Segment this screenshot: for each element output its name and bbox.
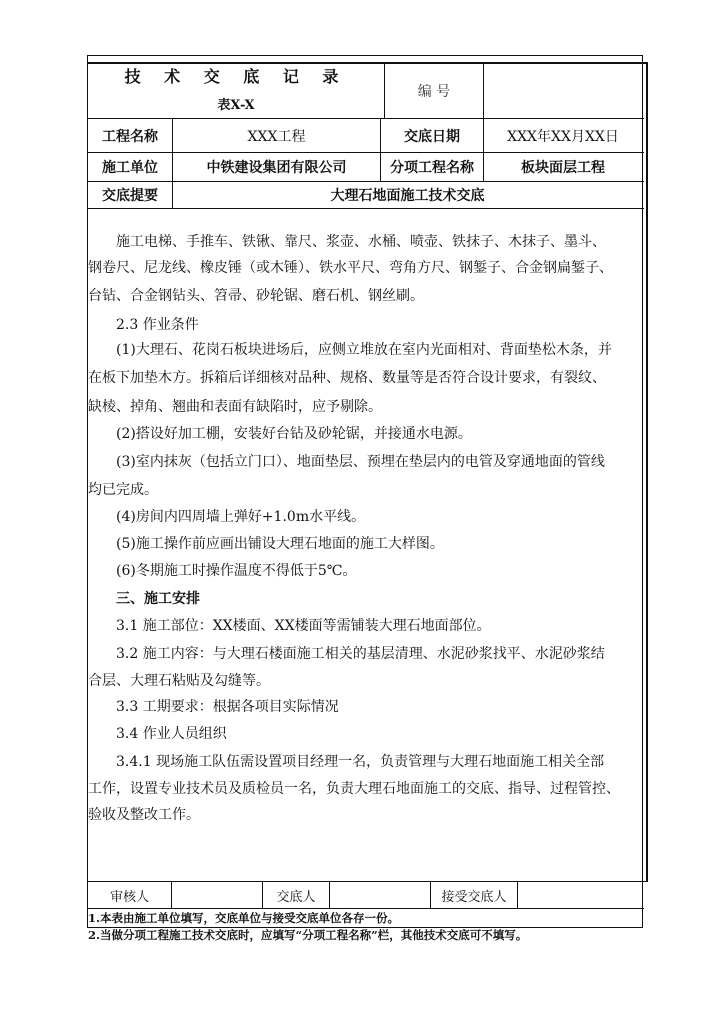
body-line: 验收及整改工作。 — [88, 807, 200, 823]
presenter-value — [330, 882, 430, 908]
date-value: XXX年XX月XX日 — [507, 128, 619, 145]
body-line: 3.4.1 现场施工队伍需设置项目经理一名，负责管理与大理石地面施工相关全部 — [88, 754, 605, 770]
receiver-value — [518, 882, 642, 908]
project-name-value: XXX工程 — [247, 128, 306, 145]
row-line-4 — [88, 208, 644, 209]
unit-value: 中铁建设集团有限公司 — [206, 160, 347, 176]
receiver-label: 接受交底人 — [441, 889, 507, 905]
body-line: 台钻、合金钢钻头、笤帚、砂轮锯、磨石机、钢丝刷。 — [88, 288, 424, 304]
note-1: 1.本表由施工单位填写，交底单位与接受交底单位各存一份。 — [88, 911, 400, 925]
body-line: (1)大理石、花岗石板块进场后，应侧立堆放在室内光面相对、背面垫松木条，并 — [88, 342, 612, 358]
form-number: 表X-X — [217, 97, 255, 113]
frame-top-thin — [87, 55, 643, 56]
body-line: 工作，设置专业技术员及质检员一名，负责大理石地面施工的交底、指导、过程管控、 — [88, 781, 620, 797]
body-line: (4)房间内四周墙上弹好+1.0m水平线。 — [88, 509, 366, 525]
body-line: 2.3 作业条件 — [88, 317, 199, 333]
body-line: 合层、大理石粘贴及勾缝等。 — [88, 673, 270, 689]
frame-right-outer — [646, 62, 648, 882]
note-2: 2.当做分项工程施工技术交底时，应填写“分项工程名称”栏，其他技术交底可不填写。 — [88, 928, 528, 942]
body-line: 3.3 工期要求：根据各项目实际情况 — [88, 699, 339, 715]
number-label: 编 号 — [417, 84, 451, 100]
body-line: (2)搭设好加工棚，安装好台钻及砂轮锯，并接通水电源。 — [88, 426, 472, 442]
reviewer-value — [172, 882, 262, 908]
body-line: 3.1 施工部位：XX楼面、XX楼面等需铺装大理石地面部位。 — [88, 618, 491, 634]
sub-project-value: 板块面层工程 — [521, 160, 605, 176]
unit-label: 施工单位 — [102, 160, 158, 176]
summary-label: 交底提要 — [102, 188, 158, 204]
frame-right-inner — [642, 55, 643, 928]
body-line: 三、施工安排 — [88, 591, 200, 607]
sig-line-bottom — [88, 908, 644, 909]
body-line: (6)冬期施工时操作温度不得低于5℃。 — [88, 563, 357, 579]
number-value — [484, 64, 642, 118]
project-name-label: 工程名称 — [102, 128, 158, 145]
body-line: 3.4 作业人员组织 — [88, 726, 227, 742]
body-line: 在板下加垫木方。拆箱后详细核对品种、规格、数量等是否符合设计要求，有裂纹、 — [88, 370, 606, 386]
sub-project-label: 分项工程名称 — [390, 160, 474, 176]
body-line: 均已完成。 — [88, 482, 158, 498]
form-title: 技 术 交 底 记 录 — [124, 66, 348, 86]
body-line: (5)施工操作前应画出铺设大理石地面的施工大样图。 — [88, 536, 444, 552]
body-line: 施工电梯、手推车、铁锹、靠尺、浆壶、水桶、喷壶、铁抹子、木抹子、墨斗、 — [88, 234, 606, 250]
summary-value: 大理石地面施工技术交底 — [330, 188, 485, 204]
reviewer-label: 审核人 — [109, 889, 149, 905]
presenter-label: 交底人 — [276, 889, 316, 905]
body-line: 3.2 施工内容：与大理石楼面施工相关的基层清理、水泥砂浆找平、水泥砂浆结 — [88, 646, 605, 662]
body-line: 缺棱、掉角、翘曲和表面有缺陷时，应予剔除。 — [88, 399, 382, 415]
body-line: (3)室内抹灰（包括立门口）、地面垫层、预埋在垫层内的电管及穿通地面的管线 — [88, 454, 605, 470]
body-line: 钢卷尺、尼龙线、橡皮锤（或木锤）、铁水平尺、弯角方尺、钢錾子、合金钢扁錾子、 — [88, 260, 613, 276]
date-label: 交底日期 — [404, 128, 460, 145]
